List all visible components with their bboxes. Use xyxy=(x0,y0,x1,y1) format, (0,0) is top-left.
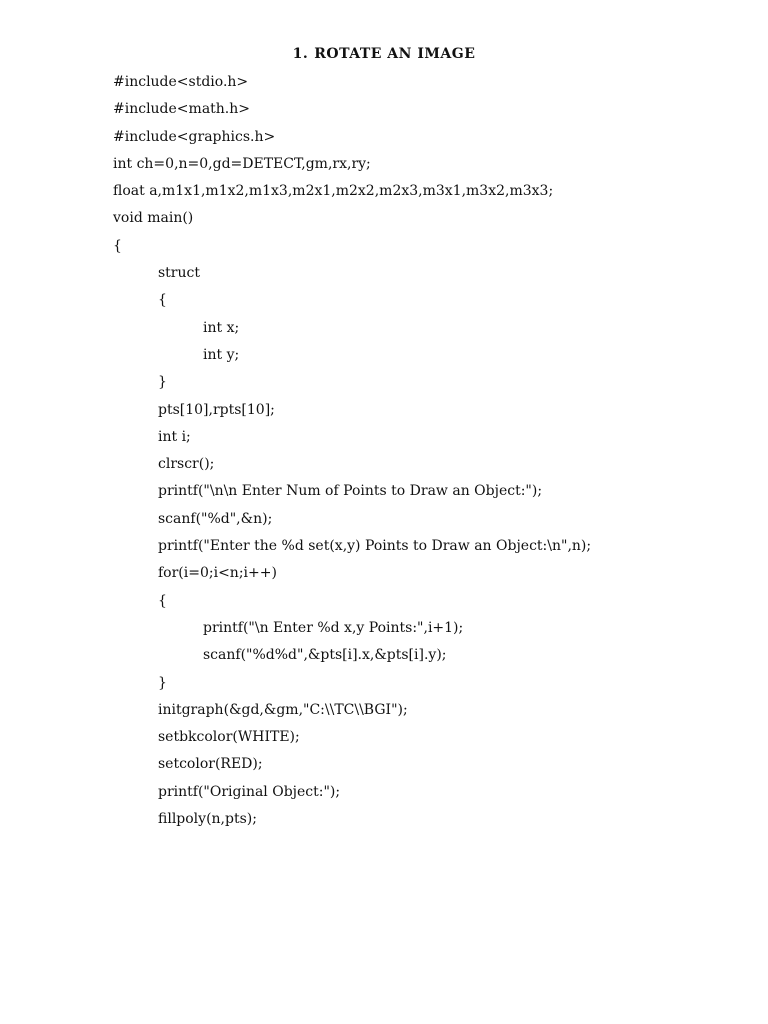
page-title xyxy=(0,46,768,62)
code-line: #include<stdio.h> xyxy=(113,74,249,90)
code-line: #include<math.h> xyxy=(113,101,250,118)
code-line: int i; xyxy=(158,428,191,445)
code-line: struct xyxy=(158,265,200,282)
code-line: setbkcolor(WHITE); xyxy=(158,729,300,746)
code-line: { xyxy=(158,592,167,609)
code-line: scanf("%d",&n); xyxy=(158,510,273,527)
code-line: printf("\n Enter %d x,y Points:",i+1); xyxy=(203,619,464,636)
code-line: int x; xyxy=(203,319,240,336)
code-line: clrscr(); xyxy=(158,456,215,473)
code-line: fillpoly(n,pts); xyxy=(158,811,257,828)
code-line: void main() xyxy=(113,210,194,227)
code-line: #include<graphics.h> xyxy=(113,128,276,145)
code-line: for(i=0;i<n;i++) xyxy=(158,565,277,582)
code-line: { xyxy=(158,292,167,309)
code-line: } xyxy=(158,674,167,691)
code-line: int y; xyxy=(203,346,240,363)
code-line: initgraph(&gd,&gm,"C:\\TC\\BGI"); xyxy=(158,701,408,718)
code-line: scanf("%d%d",&pts[i].x,&pts[i].y); xyxy=(203,647,447,664)
code-listing xyxy=(113,69,733,833)
code-line: { xyxy=(113,237,122,254)
title-text: ROTATE AN IMAGE xyxy=(314,46,476,62)
code-line: printf("Enter the %d set(x,y) Points to Draw an Object:\n",n); xyxy=(158,538,592,555)
code-line: setcolor(RED); xyxy=(158,756,263,773)
title-number: 1. xyxy=(292,46,309,62)
code-line: } xyxy=(158,374,167,391)
code-line: int ch=0,n=0,gd=DETECT,gm,rx,ry; xyxy=(113,155,371,172)
code-line: float a,m1x1,m1x2,m1x3,m2x1,m2x2,m2x3,m3x1,m3x2,m3x3; xyxy=(113,183,554,200)
code-line: printf("\n\n Enter Num of Points to Draw an Object:"); xyxy=(158,483,543,500)
code-line: printf("Original Object:"); xyxy=(158,783,341,800)
code-line: pts[10],rpts[10]; xyxy=(158,401,275,418)
